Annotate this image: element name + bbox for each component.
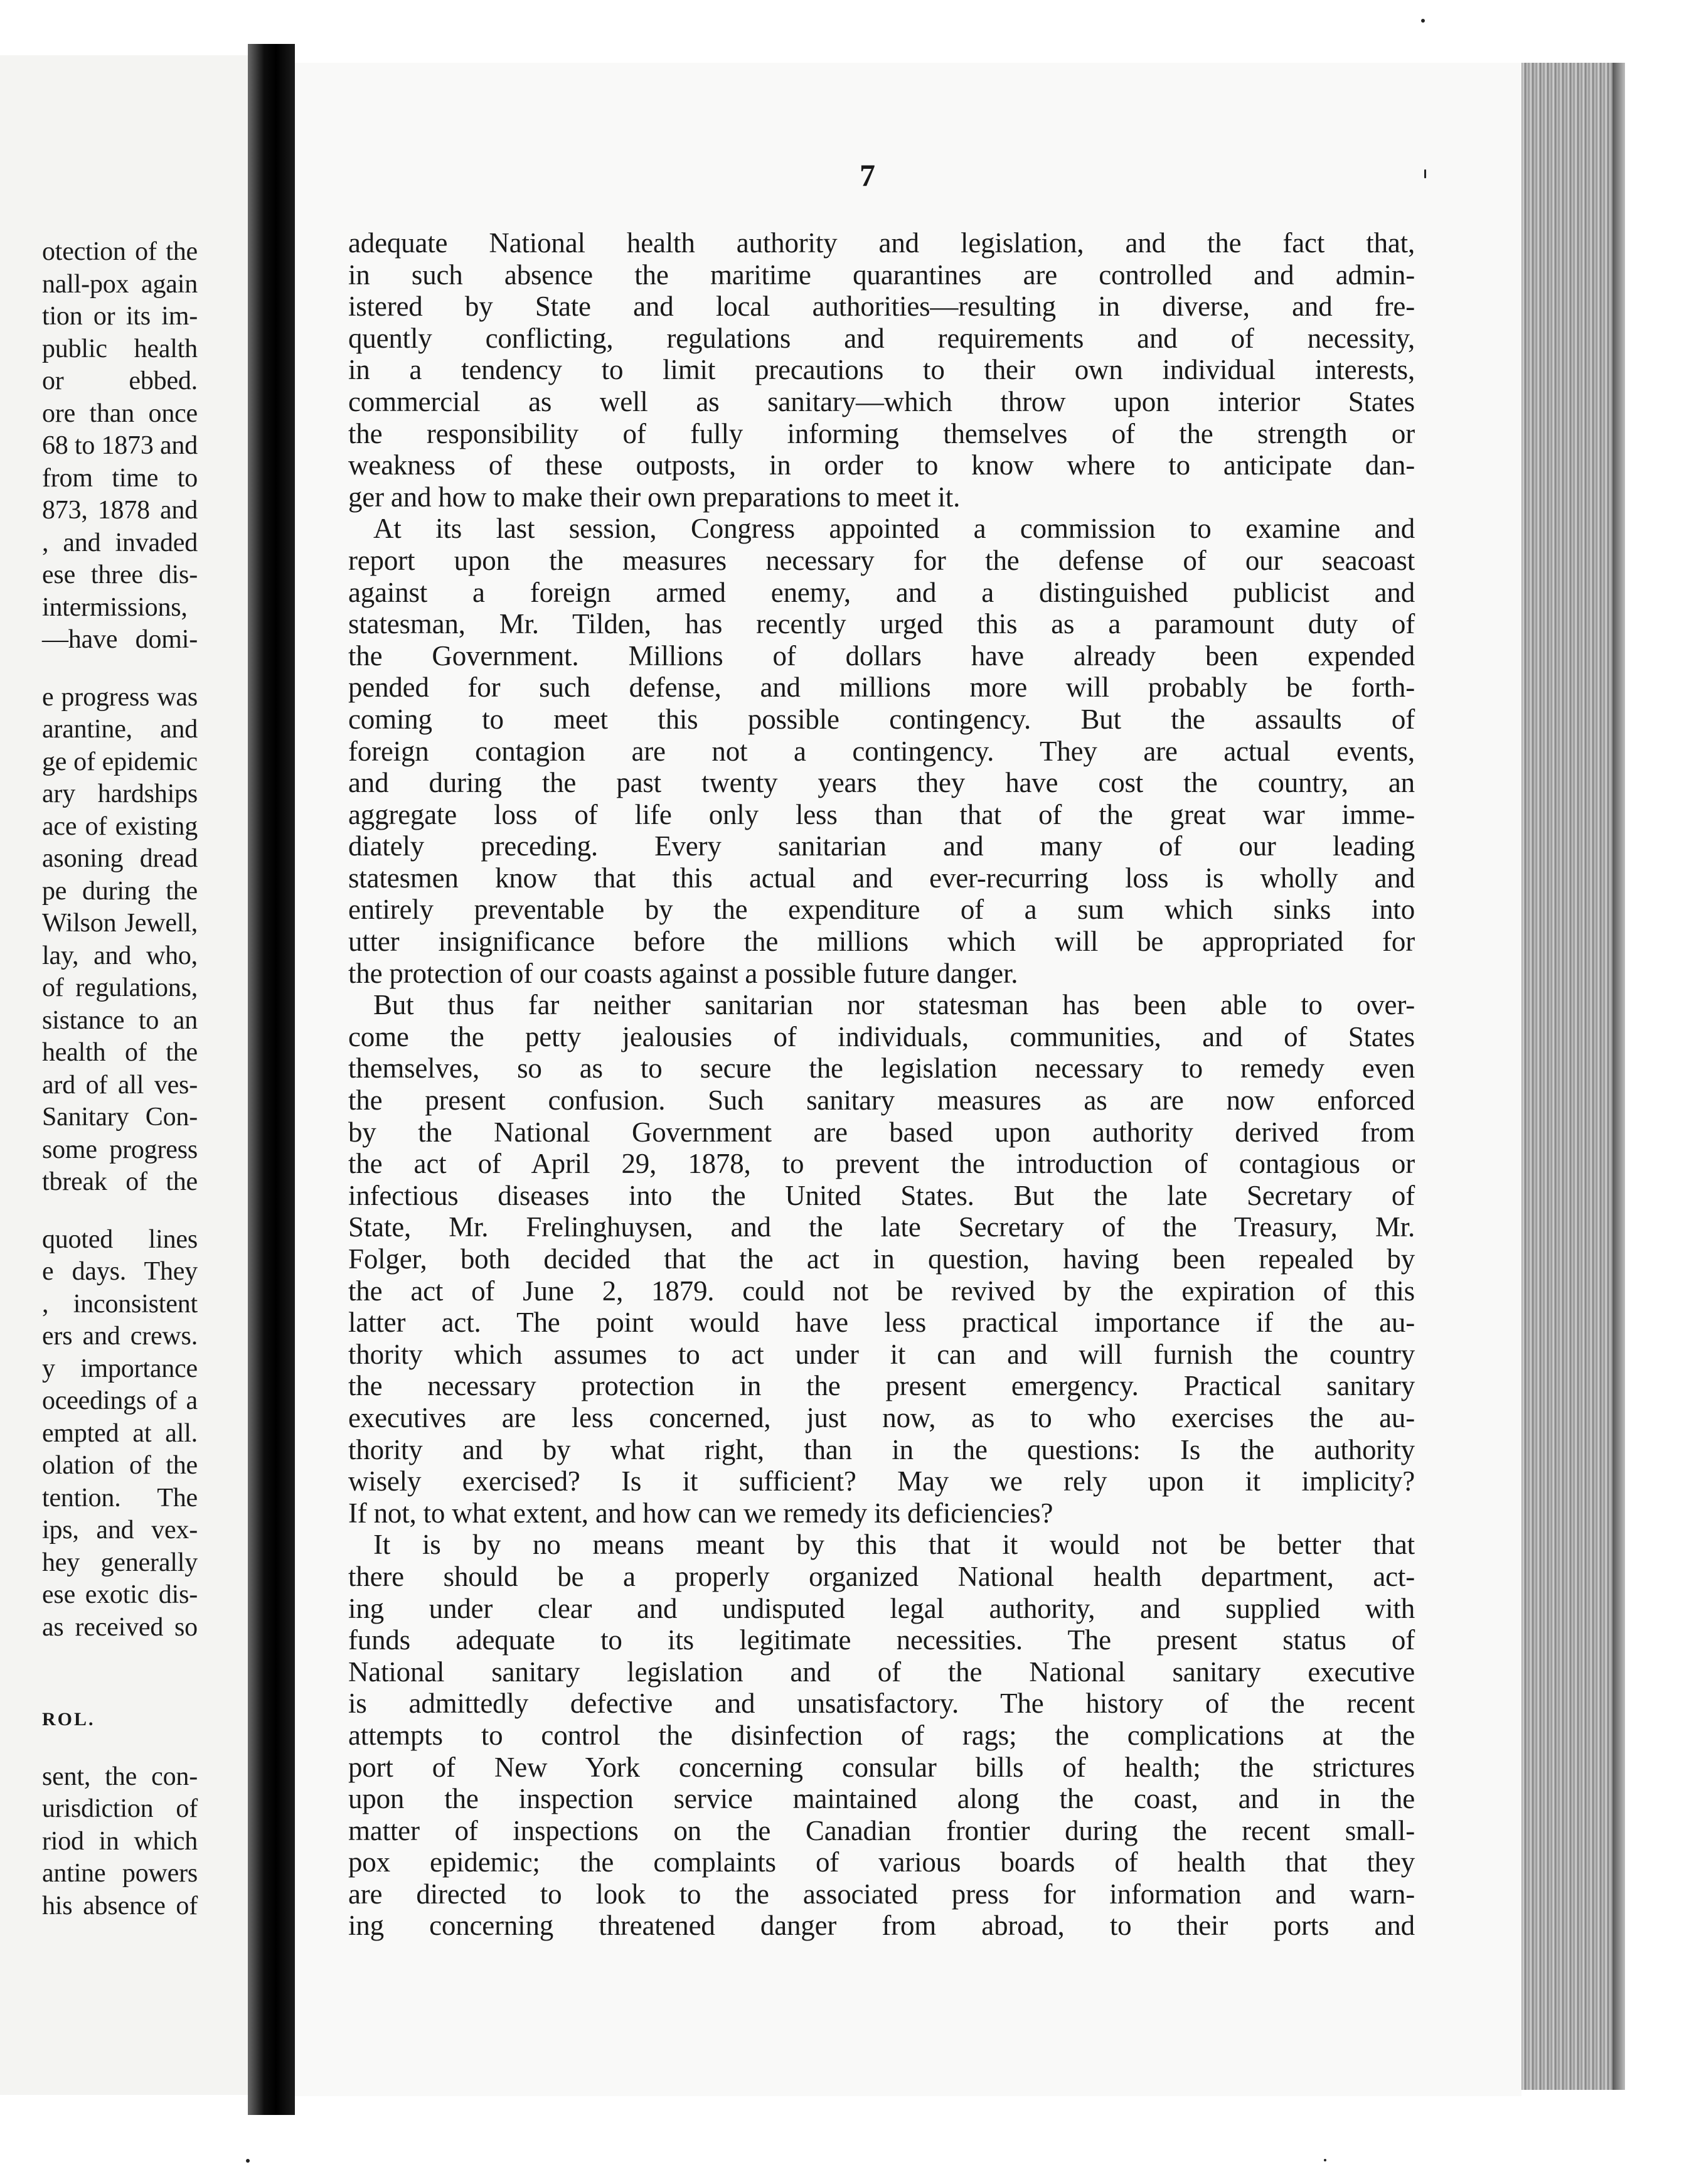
main-page (295, 63, 1521, 2096)
facing-page-fragment (0, 55, 250, 2095)
facing-line: ge of epidemic (41, 747, 198, 776)
facing-line: ace of existing (41, 811, 198, 841)
scan-speck (246, 2159, 250, 2163)
text-line: attempts to control the disinfection of rags; the complications at the (348, 1719, 1415, 1751)
page-number: 7 (860, 158, 875, 193)
facing-spacer (42, 1199, 198, 1224)
text-line: executives are less concerned, just now, as to who exercises the au- (348, 1401, 1415, 1433)
facing-line: sistance to an (41, 1005, 198, 1035)
facing-line: y importance (41, 1354, 198, 1383)
facing-line: his absence of (41, 1891, 198, 1920)
facing-line: e progress was (41, 682, 198, 712)
text-line: report upon the measures necessary for the defense of our seacoast (348, 544, 1415, 576)
facing-line: riod in which (41, 1826, 198, 1856)
facing-section-heading: ROL. (41, 1709, 95, 1730)
facing-line: 68 to 1873 and (41, 431, 198, 460)
facing-line: , and invaded (41, 528, 198, 557)
facing-line: quoted lines (41, 1224, 198, 1254)
text-line: statesmen know that this actual and ever-recurring loss is wholly and (348, 862, 1415, 894)
facing-line: from time to (41, 463, 198, 493)
text-line: there should be a properly organized National health department, act- (348, 1560, 1415, 1592)
facing-line: arantine, and (41, 715, 198, 744)
text-line: in a tendency to limit precautions to their own individual interests, (348, 354, 1415, 386)
text-line: If not, to what extent, and how can we remedy its deficiencies? (348, 1497, 1053, 1529)
facing-line: public health (41, 334, 198, 363)
facing-line: —have domi- (41, 625, 198, 654)
text-line: Folger, both decided that the act in question, having been repealed by (348, 1243, 1415, 1275)
paragraph-start: It is by no means meant by this that it would not be better that (373, 1529, 1415, 1561)
facing-line: ard of all ves- (41, 1070, 198, 1100)
facing-line: ese exotic dis- (41, 1580, 198, 1609)
text-line: commercial as well as sanitary—which throw upon interior States (348, 385, 1415, 417)
facing-line: , inconsistent (41, 1289, 198, 1319)
text-line: come the petty jealousies of individuals, communities, and of States (348, 1020, 1415, 1052)
facing-line: pe during the (41, 876, 198, 906)
facing-line: Sanitary Con- (41, 1103, 198, 1132)
text-line: National sanitary legislation and of the National sanitary executive (348, 1656, 1415, 1688)
text-line: the act of April 29, 1878, to prevent the introduction of contagious or (348, 1148, 1415, 1180)
facing-line: oceedings of a (41, 1386, 198, 1415)
facing-line: e days. They (41, 1257, 198, 1286)
text-line: ing concerning threatened danger from abroad, to their ports and (348, 1910, 1415, 1942)
facing-line: or ebbed. (41, 367, 198, 395)
facing-line: ary hardships (41, 779, 198, 808)
facing-spacer (42, 1644, 198, 1703)
text-line: port of New York concerning consular bills of health; the strictures (348, 1751, 1415, 1783)
facing-line: sent, the con- (41, 1762, 198, 1791)
facing-line: olation of the (41, 1451, 198, 1480)
facing-line: of regulations, (41, 973, 198, 1002)
text-line: in such absence the maritime quarantines are controlled and admin- (348, 259, 1415, 291)
text-line: weakness of these outposts, in order to know where to anticipate dan- (348, 449, 1415, 481)
facing-line: ore than once (41, 399, 198, 428)
text-line: pox epidemic; the complaints of various boards of health that they (348, 1846, 1415, 1878)
facing-line: 873, 1878 and (41, 496, 198, 525)
text-line: istered by State and local authorities—resulting in diverse, and fre- (348, 291, 1415, 323)
facing-line: nall-pox again (41, 269, 198, 299)
text-line: adequate National health authority and legislation, and the fact that, (348, 227, 1415, 259)
text-line: the present confusion. Such sanitary measures as are now enforced (348, 1084, 1415, 1116)
book-edge-shadow (1612, 63, 1625, 2090)
facing-line: health of the (41, 1038, 198, 1067)
text-line: themselves, so as to secure the legislation necessary to remedy even (348, 1052, 1415, 1084)
text-line: thority and by what right, than in the questions: Is the authority (348, 1433, 1415, 1465)
facing-page-text (42, 236, 198, 1922)
text-line: aggregate loss of life only less than that of the great war imme- (348, 798, 1415, 830)
text-line: ing under clear and undisputed legal authority, and supplied with (348, 1592, 1415, 1624)
facing-line: ips, and vex- (41, 1516, 198, 1544)
facing-spacer (42, 1736, 198, 1761)
text-line: the act of June 2, 1879. could not be revived by the expiration of this (348, 1275, 1415, 1307)
text-line: statesman, Mr. Tilden, has recently urged this as a paramount duty of (348, 608, 1415, 640)
text-line: funds adequate to its legitimate necessities. The present status of (348, 1624, 1415, 1656)
text-line: pended for such defense, and millions more will probably be forth- (348, 672, 1415, 704)
facing-line: tbreak of the (41, 1167, 198, 1196)
text-line: infectious diseases into the United States. But the late Secretary of (348, 1179, 1415, 1211)
text-line: against a foreign armed enemy, and a distinguished publicist and (348, 576, 1415, 608)
text-line: the protection of our coasts against a possible future danger. (348, 957, 1018, 989)
scan-speck (1324, 2159, 1326, 2161)
facing-line: tention. The (41, 1483, 198, 1512)
text-line: quently conflicting, regulations and requirements and of necessity, (348, 322, 1415, 354)
facing-line: urisdiction of (41, 1794, 198, 1823)
paragraph-start: At its last session, Congress appointed a commission to examine and (373, 513, 1415, 545)
text-line: and during the past twenty years they have cost the country, an (348, 767, 1415, 799)
facing-line: antine powers (41, 1859, 198, 1888)
facing-line: ese three dis- (41, 560, 198, 589)
facing-line: hey generally (41, 1548, 198, 1577)
text-line: entirely preventable by the expenditure of a sum which sinks into (348, 894, 1415, 926)
page-body (348, 227, 1415, 1942)
scan-speck (1424, 169, 1426, 178)
text-line: matter of inspections on the Canadian frontier during the recent small- (348, 1814, 1415, 1846)
facing-line: Wilson Jewell, (41, 909, 198, 938)
text-line: latter act. The point would have less practical importance if the au- (348, 1307, 1415, 1339)
text-line: are directed to look to the associated press for information and warn- (348, 1878, 1415, 1910)
book-gutter (248, 44, 295, 2115)
facing-line: intermissions, (41, 592, 188, 622)
page-edges (1521, 63, 1612, 2090)
text-line: is admittedly defective and unsatisfactory. The history of the recent (348, 1688, 1415, 1720)
text-line: wisely exercised? Is it sufficient? May we rely upon it implicity? (348, 1465, 1415, 1497)
paragraph-start: But thus far neither sanitarian nor statesman has been able to over- (373, 989, 1415, 1021)
text-line: the necessary protection in the present emergency. Practical sanitary (348, 1370, 1415, 1402)
facing-line: some progress (41, 1135, 198, 1164)
facing-line: ers and crews. (41, 1322, 198, 1351)
facing-line: empted at all. (41, 1418, 198, 1448)
facing-line: otection of the (41, 237, 198, 266)
scan-speck (1421, 19, 1425, 23)
text-line: utter insignificance before the millions which will be appropriated for (348, 926, 1415, 958)
facing-line: asoning dread (41, 844, 198, 873)
text-line: foreign contagion are not a contingency. They are actual events, (348, 735, 1415, 767)
text-line: upon the inspection service maintained along the coast, and in the (348, 1783, 1415, 1815)
text-line: by the National Government are based upon authority derived from (348, 1116, 1415, 1148)
facing-spacer (42, 656, 198, 682)
text-line: thority which assumes to act under it can and will furnish the country (348, 1338, 1415, 1370)
facing-line: lay, and who, (41, 941, 198, 970)
facing-line: tion or its im- (41, 302, 198, 331)
facing-line: as received so (41, 1612, 198, 1642)
text-line: ger and how to make their own preparations to meet it. (348, 481, 961, 513)
text-line: the responsibility of fully informing themselves of the strength or (348, 417, 1415, 449)
text-line: diately preceding. Every sanitarian and many of our leading (348, 830, 1415, 862)
text-line: the Government. Millions of dollars have already been expended (348, 640, 1415, 672)
text-line: State, Mr. Frelinghuysen, and the late Secretary of the Treasury, Mr. (348, 1211, 1415, 1243)
text-line: coming to meet this possible contingency. But the assaults of (348, 703, 1415, 735)
